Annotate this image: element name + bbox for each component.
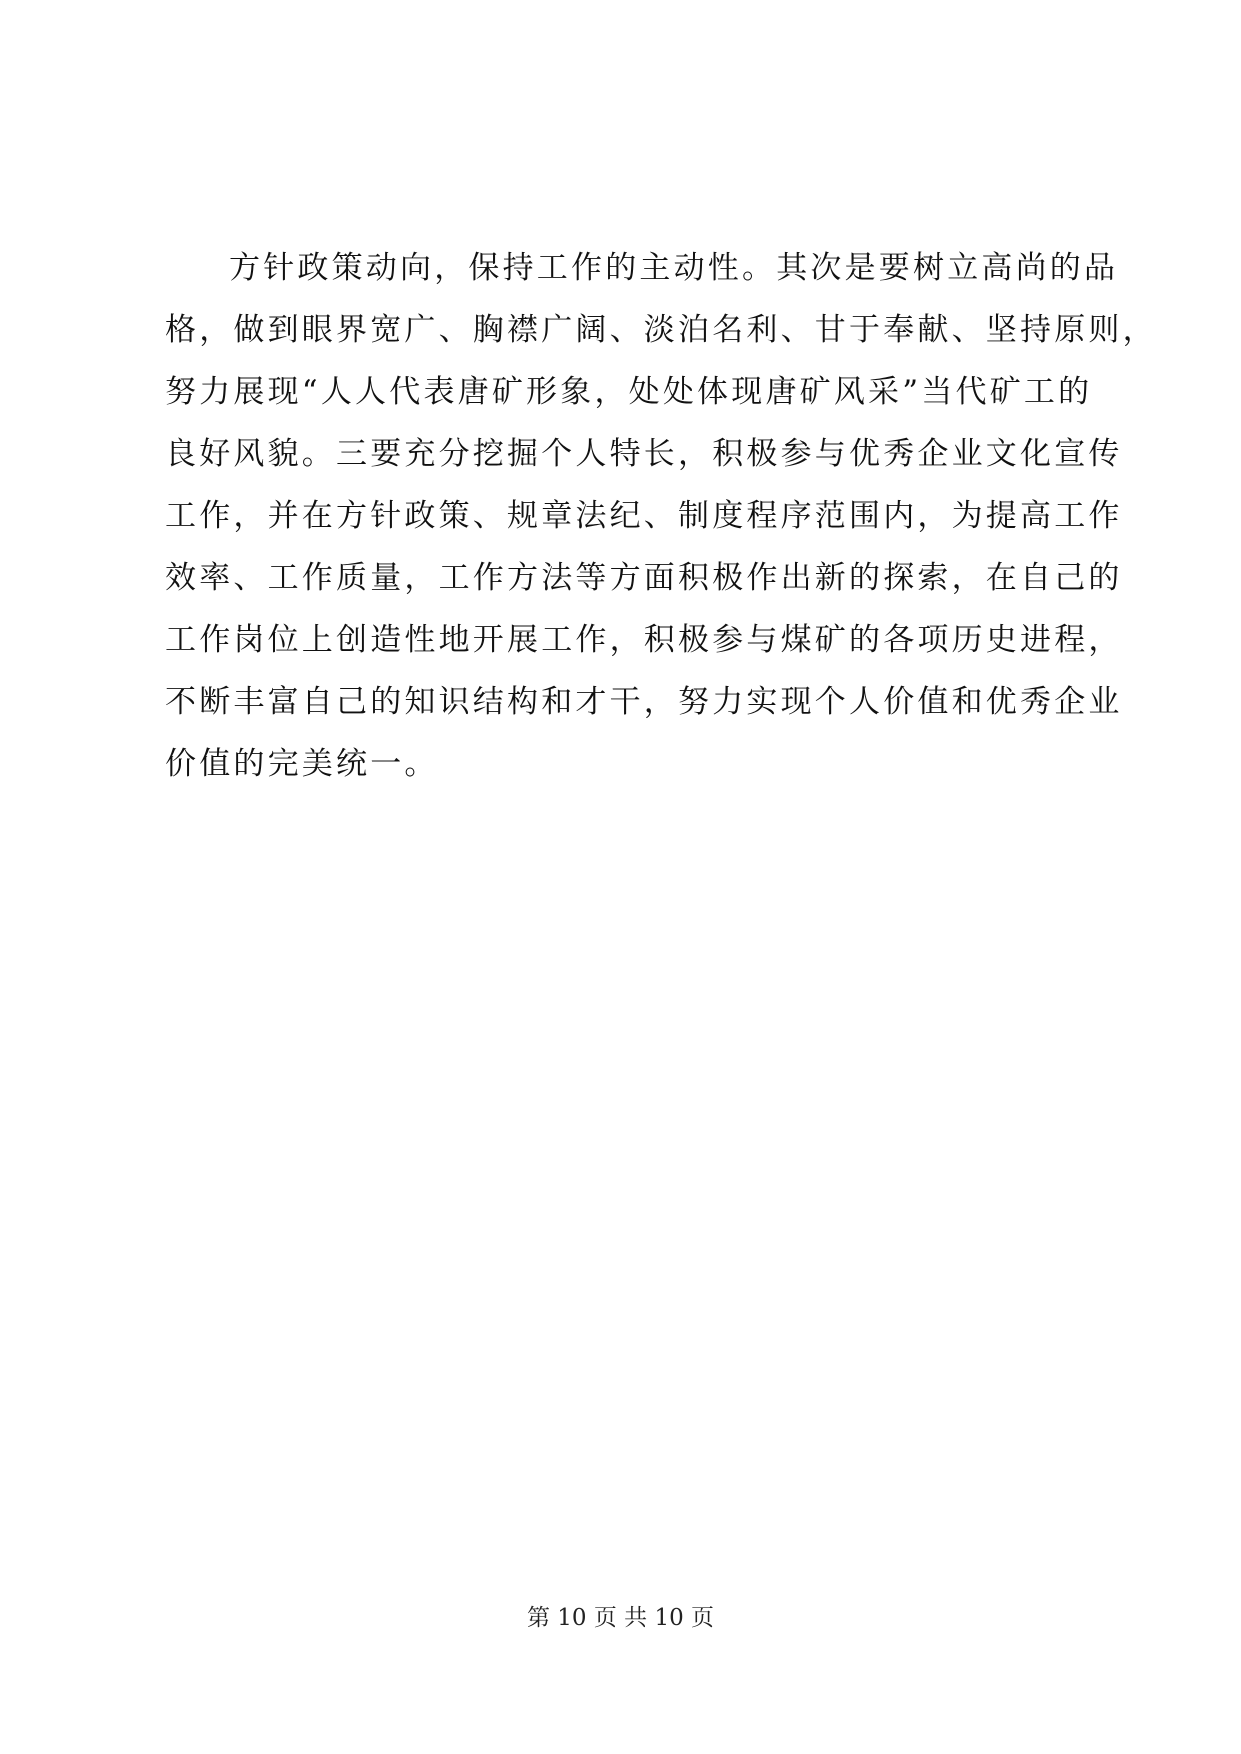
paragraph-line: 效率、工作质量，工作方法等方面积极作出新的探索，在自己的 [165, 560, 1123, 596]
paragraph-line: 格，做到眼界宽广、胸襟广阔、淡泊名利、甘于奉献、坚持原则， [165, 312, 1157, 348]
page-number-footer: 第 10 页 共 10 页 [526, 1605, 715, 1631]
paragraph-line: 努力展现“人人代表唐矿形象，处处体现唐矿风采”当代矿工的 [165, 374, 1093, 410]
paragraph-line: 良好风貌。三要充分挖掘个人特长，积极参与优秀企业文化宣传 [165, 436, 1123, 472]
paragraph-line: 不断丰富自己的知识结构和才干，努力实现个人价值和优秀企业 [165, 684, 1123, 720]
paragraph-line: 方针政策动向，保持工作的主动性。其次是要树立高尚的品 [229, 250, 1119, 286]
paragraph-line: 工作岗位上创造性地开展工作，积极参与煤矿的各项历史进程， [165, 622, 1123, 658]
paragraph-line: 工作，并在方针政策、规章法纪、制度程序范围内，为提高工作 [165, 498, 1123, 534]
body-paragraph [165, 237, 1157, 795]
paragraph-line: 价值的完美统一。 [165, 746, 439, 782]
